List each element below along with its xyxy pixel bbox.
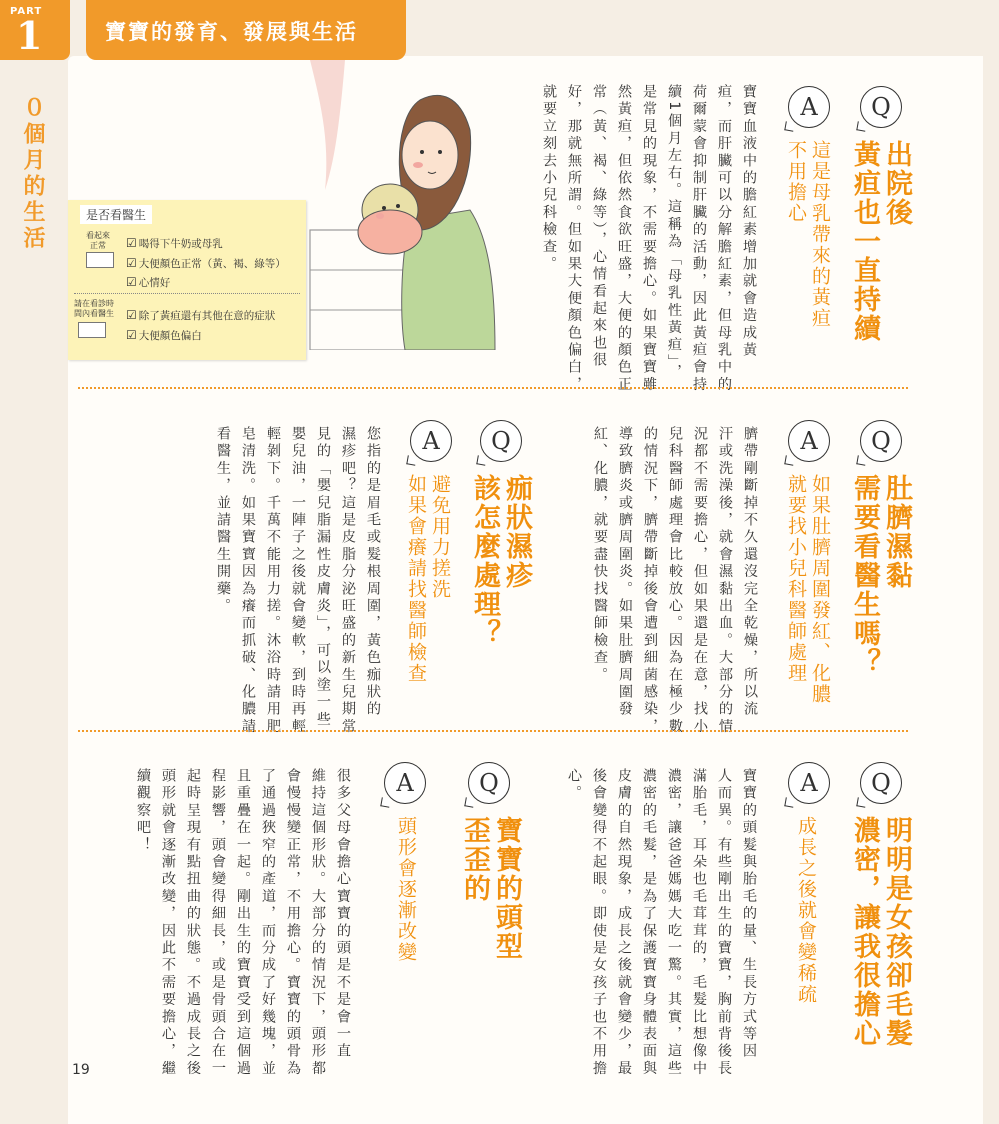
answer-line: 成長之後就會變稀疏 <box>795 816 817 1005</box>
body-line: 滿胎毛，耳朵也毛茸茸的，毛髮比想像中 <box>691 768 707 1078</box>
body-line: 看醫生，並請醫生開藥。 <box>215 426 231 616</box>
body-line: 輕剝下。千萬不能用力搓。沐浴時請用肥 <box>265 426 281 736</box>
question-title-1 <box>842 140 912 360</box>
body-line: 續觀察吧！ <box>135 768 151 854</box>
check-item: ☑ 除了黃疸還有其他在意的症狀 <box>126 308 275 323</box>
answer-line: 就要找小兒科醫師處理 <box>785 474 807 684</box>
answer-body-5 <box>115 768 355 1078</box>
body-line: 了通過狹窄的產道，而分成了好幾塊，並 <box>260 768 276 1078</box>
question-line: 需要看醫生嗎？ <box>849 474 880 677</box>
body-line: 寶寶的頭髮與胎毛的量、生長方式等因 <box>741 768 757 1061</box>
answer-line: 這是母乳帶來的黃疸 <box>809 140 831 329</box>
body-line: 程影響，頭會變得細長，或是骨頭合在一 <box>210 768 226 1078</box>
question-line: 濃密，讓我很擔心 <box>849 816 880 1048</box>
check-item: ☑ 心情好 <box>126 275 170 290</box>
checklist-title: 是否看醫生 <box>80 205 152 224</box>
body-line: 是常見的現象，不需要擔心。如果寶寶雖 <box>641 84 657 394</box>
answer-body-3 <box>195 426 385 736</box>
answer-title-2 <box>778 474 832 724</box>
question-line: 肚臍濕黏 <box>881 474 912 590</box>
a-bubble-icon: A <box>410 420 452 462</box>
part-number: 1 <box>16 13 43 58</box>
body-line: 見的「嬰兒脂漏性皮膚炎」，可以塗一些 <box>315 426 331 729</box>
body-line: 就要立刻去小兒科檢查。 <box>541 84 557 274</box>
hospital-icon <box>78 322 106 338</box>
group2-label: 請在看診時 <box>74 299 114 308</box>
check-item: ☑ 大便顏色偏白 <box>126 328 202 343</box>
question-line: 明明是女孩卻毛髮 <box>881 816 912 1048</box>
question-line: 痂狀濕疹 <box>501 474 532 590</box>
answer-title-5 <box>388 816 418 996</box>
body-line: 濕疹吧？這是皮脂分泌旺盛的新生兒期常 <box>340 426 356 736</box>
answer-title-1 <box>778 140 832 350</box>
body-line: 荷爾蒙會抑制肝臟的活動，因此黃疸會持 <box>691 84 707 394</box>
check-item: ☑ 喝得下牛奶或母乳 <box>126 236 223 251</box>
answer-title-4 <box>788 816 818 1026</box>
a-bubble-icon: A <box>384 762 426 804</box>
part-tab <box>0 0 70 60</box>
body-line: 況都不需要擔心，但如果還是在意，找小 <box>692 426 708 736</box>
body-line: 維持這個形狀。大部分的情況下，頭形都 <box>310 768 326 1078</box>
question-title-4 <box>842 816 912 1056</box>
q-bubble-icon: Q <box>468 762 510 804</box>
body-line: 心。 <box>566 768 582 803</box>
q-bubble-icon: Q <box>860 420 902 462</box>
question-line: 黃疸也一直持續 <box>849 140 880 343</box>
body-line: 後會變得不起眼。即使是女孩子也不用擔 <box>591 768 607 1078</box>
body-line: 濃密的毛髮，是為了保護寶寶身體表面與 <box>641 768 657 1078</box>
q-bubble-icon: Q <box>860 762 902 804</box>
body-line: 嬰兒油，一陣子之後就會變軟，到時再輕 <box>290 426 306 736</box>
body-line: 常（黃、褐、綠等），心情看起來也很 <box>591 84 607 370</box>
body-line: 好，那就無所謂。但如果大便顏色偏白， <box>566 84 582 394</box>
section-divider <box>78 387 908 389</box>
group1-label: 正常 <box>90 241 106 250</box>
body-line: 臍帶剛斷掉不久還沒完全乾燥，所以流 <box>742 426 758 719</box>
mother-baby-illustration <box>300 60 500 350</box>
question-line: 寶寶的頭型 <box>491 816 522 961</box>
answer-line: 不用擔心 <box>785 140 807 224</box>
answer-line: 頭形會逐漸改變 <box>395 816 417 963</box>
section-divider <box>78 730 908 732</box>
a-bubble-icon: A <box>788 86 830 128</box>
a-bubble-icon: A <box>788 420 830 462</box>
question-title-5 <box>452 816 522 996</box>
q-bubble-icon: Q <box>860 86 902 128</box>
body-line: 人而異。有些剛出生的寶寶，胸前背後長 <box>716 768 732 1078</box>
answer-body-4 <box>545 768 761 1078</box>
body-line: 濃密，讓爸爸媽媽大吃一驚。其實，這些 <box>666 768 682 1078</box>
group1-label: 看起來 <box>86 231 110 240</box>
house-icon <box>86 252 114 268</box>
body-line: 且重疊在一起。剛出生的寶寶受到這個過 <box>235 768 251 1078</box>
doctor-checklist-note <box>68 200 306 360</box>
answer-body-2 <box>572 426 762 736</box>
body-line: 皮膚的自然現象，成長之後就會變少，最 <box>616 768 632 1078</box>
page-number: 19 <box>72 1062 90 1078</box>
part-label: PART <box>10 6 43 17</box>
body-line: 續1個月左右。這稱為「母乳性黃疸」， <box>666 84 682 382</box>
body-line: 寶寶血液中的膽紅素增加就會造成黃 <box>741 84 757 360</box>
body-line: 會慢慢變正常，不用擔心。寶寶的頭骨為 <box>285 768 301 1078</box>
body-line: 您指的是眉毛或髮根周圍，黃色痂狀的 <box>365 426 381 719</box>
group2-label: 間內看醫生 <box>74 309 114 318</box>
question-line: 該怎麼處理？ <box>469 474 500 648</box>
body-line: 兒科醫師處理會比較放心。因為在極少數 <box>667 426 683 736</box>
page-title: 寶寶的發育、發展與生活 <box>105 20 358 44</box>
question-line: 歪歪的 <box>459 816 490 903</box>
answer-line: 避免用力搓洗 <box>429 474 451 600</box>
checklist-divider <box>74 293 300 294</box>
body-line: 很多父母會擔心寶寶的頭是不是會一直 <box>335 768 351 1061</box>
body-line: 的情況下，臍帶斷掉後會遭到細菌感染， <box>642 426 658 736</box>
body-line: 汗或洗澡後，就會濕黏出血。大部分的情 <box>717 426 733 736</box>
question-title-3 <box>462 474 532 674</box>
answer-line: 如果會癢請找醫師檢查 <box>405 474 427 684</box>
q-bubble-icon: Q <box>480 420 522 462</box>
body-line: 皂清洗。如果寶寶因為癢而抓破、化膿請 <box>240 426 256 736</box>
check-item: ☑ 大便顏色正常（黃、褐、綠等） <box>126 256 286 271</box>
question-line: 出院後 <box>881 140 912 227</box>
body-line: 紅、化膿，就要盡快找醫師檢查。 <box>592 426 608 684</box>
body-line: 起時呈現有點扭曲的狀態。不過成長之後 <box>185 768 201 1078</box>
body-line: 然黃疸，但依然食欲旺盛，大便的顏色正 <box>616 84 632 394</box>
chapter-side-title: ０個月的生活 <box>20 96 45 252</box>
answer-line: 如果肚臍周圍發紅、化膿 <box>809 474 831 705</box>
a-bubble-icon: A <box>788 762 830 804</box>
body-line: 導致臍炎或臍周圍炎。如果肚臍周圍發 <box>617 426 633 719</box>
body-line: 疸，而肝臟可以分解膽紅素，但母乳中的 <box>716 84 732 394</box>
answer-body-1 <box>515 84 761 394</box>
body-line: 頭形就會逐漸改變，因此不需要擔心，繼 <box>160 768 176 1078</box>
answer-title-3 <box>398 474 452 714</box>
question-title-2 <box>842 474 912 704</box>
